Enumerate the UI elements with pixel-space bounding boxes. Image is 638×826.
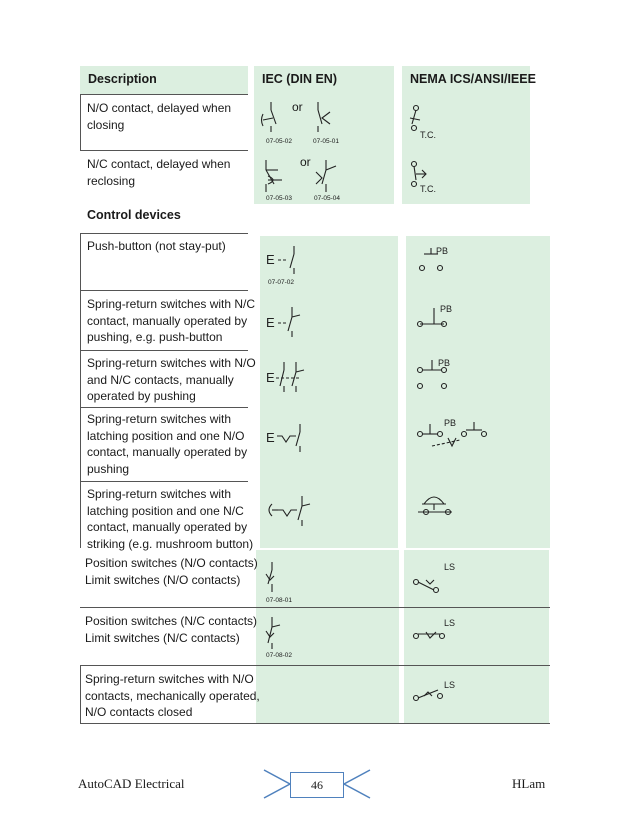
rule [80,290,248,291]
nema-label: PB [438,358,451,368]
symbol-code: 07-05-03 [266,195,293,202]
position-switch-no-symbol [262,560,292,596]
spring-return-nc-symbol [266,303,306,339]
row-description: Spring-return switches with N/O and N/C contacts, manually operated by pushing [87,356,256,403]
nema-ls-closed-symbol [410,674,470,710]
symbol-code: 07-07-02 [268,279,295,286]
nema-ls-nc-symbol [410,616,470,652]
nc-delayed-reclosing-alt-symbol [312,158,352,194]
rule [80,481,248,482]
nema-pb-nc-symbol [414,300,464,330]
or-label: or [300,155,311,169]
symbol-code: 07-05-02 [266,138,293,145]
rule [80,665,550,666]
rule [80,94,81,150]
row-description: Spring-return switches with N/O contacts, mechanically operated, N/O contacts closed [85,672,260,719]
symbol-code: 07-05-04 [314,195,341,202]
no-delayed-closing-alt-symbol [308,100,348,136]
nema-mushroom-symbol [414,488,464,518]
svg-text:E: E [266,430,275,445]
page-number: 46 [290,772,344,798]
row-description: Position switches (N/C contacts) Limit switches (N/C contacts) [85,614,258,645]
rule [80,233,81,548]
nema-tc-no-symbol [406,100,456,140]
nema-label: LS [444,618,456,628]
push-button-symbol [266,242,306,278]
row-description: Push-button (not stay-put) [87,239,226,253]
nema-label: T.C. [420,130,437,140]
footer-left: AutoCAD Electrical [78,776,185,791]
spring-return-no-nc-symbol [266,358,314,394]
rule [80,350,248,351]
or-label: or [292,100,303,114]
rule [80,665,81,723]
latching-no-symbol [266,420,314,456]
rule [80,407,248,408]
rule [80,150,248,151]
footer-right: HLam [512,776,546,791]
no-delayed-closing-symbol [258,100,298,136]
nema-pb-latching-symbol [414,414,494,454]
row-description: N/O contact, delayed when closing [87,101,232,132]
nc-delayed-reclosing-symbol [260,158,300,194]
svg-text:E: E [266,252,275,267]
section-title: Control devices [87,208,181,222]
nema-label: PB [444,418,457,428]
symbol-code: 07-08-01 [266,597,293,604]
header-iec: IEC (DIN EN) [262,72,337,86]
position-switch-nc-symbol [262,615,292,651]
nema-label: LS [444,680,456,690]
nema-tc-nc-symbol [406,156,456,196]
svg-text:E: E [266,370,275,385]
header-nema: NEMA ICS/ANSI/IEEE [410,72,536,86]
svg-text:E: E [266,315,275,330]
row-description: Spring-return switches with latching position and one N/C contact, manually operated by striking (e.g. mushroom button) [87,487,254,551]
nema-ls-no-symbol [410,560,470,596]
rule [80,723,550,724]
symbol-code: 07-05-01 [313,138,340,145]
rule [80,607,550,608]
nema-pb-no-symbol [414,244,464,274]
row-description: Position switches (N/O contacts) Limit switches (N/O contacts) [85,556,258,587]
nema-label: LS [444,562,456,572]
rule [80,233,248,234]
header-description: Description [88,72,157,86]
latching-nc-mushroom-symbol [266,492,314,528]
nema-label: T.C. [420,184,437,194]
symbol-code: 07-08-02 [266,652,293,659]
row-description: Spring-return switches with N/C contact, manually operated by pushing, e.g. push-button [87,297,256,344]
nema-label: PB [440,304,453,314]
nema-label: PB [436,246,449,256]
row-description: N/C contact, delayed when reclosing [87,157,231,188]
rule [80,94,248,95]
nema-pb-no-nc-symbol [414,356,464,392]
row-description: Spring-return switches with latching position and one N/O contact, manually operated by pushing [87,412,248,476]
